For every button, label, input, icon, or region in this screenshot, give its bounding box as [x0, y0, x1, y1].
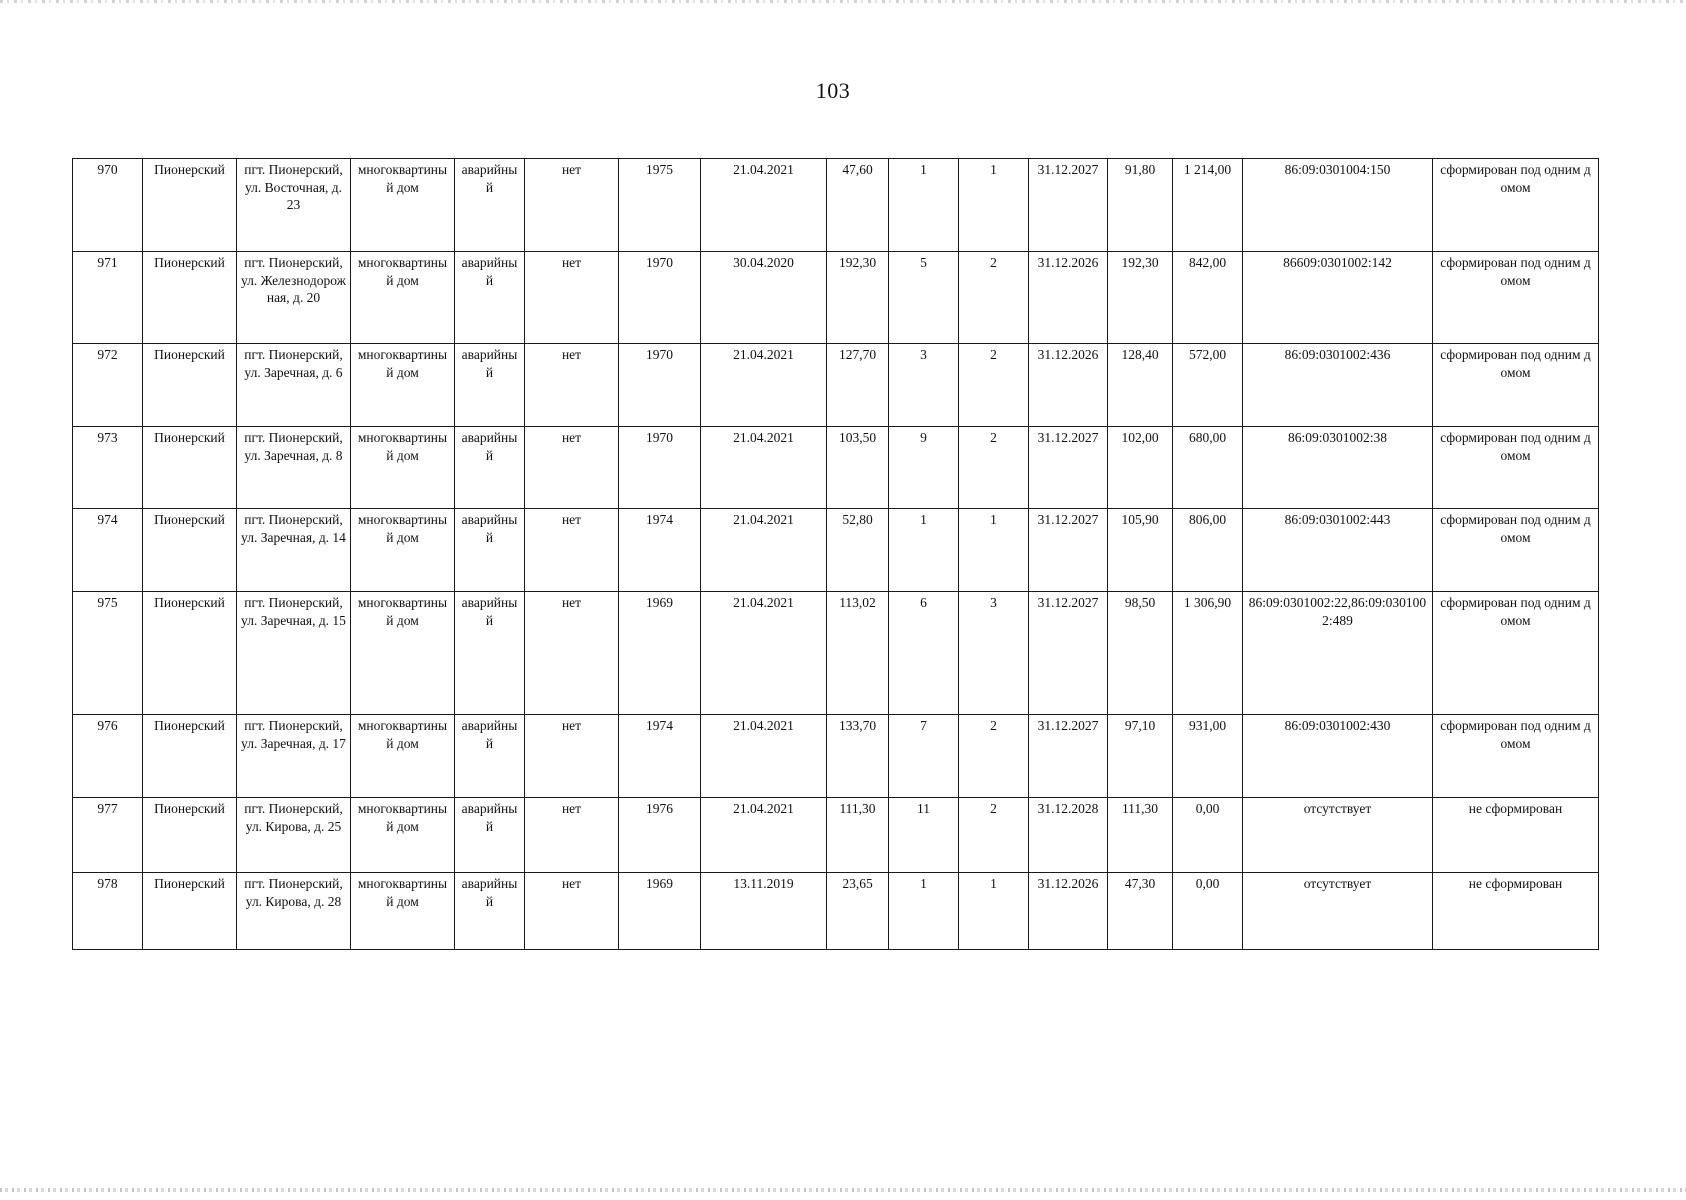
cell-count-b: 2: [959, 344, 1029, 427]
cell-address: пгт. Пионерский, ул. Кирова, д. 28: [237, 873, 351, 950]
cell-address: пгт. Пионерский, ул. Заречная, д. 17: [237, 715, 351, 798]
cell-deadline: 31.12.2027: [1029, 159, 1108, 252]
cell-land-area: 0,00: [1173, 798, 1243, 873]
cell-number: 974: [73, 509, 143, 592]
cell-flag: нет: [525, 344, 619, 427]
cell-number: 973: [73, 427, 143, 509]
cell-year: 1974: [619, 715, 701, 798]
scan-edge-bottom: [0, 1188, 1686, 1192]
cell-year: 1975: [619, 159, 701, 252]
cell-address: пгт. Пионерский, ул. Кирова, д. 25: [237, 798, 351, 873]
cell-count-b: 2: [959, 427, 1029, 509]
table-row: [73, 427, 1599, 509]
cell-house-type: многоквартиный дом: [351, 715, 455, 798]
cell-count-a: 1: [889, 873, 959, 950]
cell-address: пгт. Пионерский, ул. Заречная, д. 14: [237, 509, 351, 592]
cell-area-b: 192,30: [1108, 252, 1173, 344]
cell-deadline: 31.12.2027: [1029, 427, 1108, 509]
cell-date: 13.11.2019: [701, 873, 827, 950]
cell-date: 21.04.2021: [701, 715, 827, 798]
cell-count-a: 1: [889, 509, 959, 592]
cell-flag: нет: [525, 427, 619, 509]
cell-flag: нет: [525, 252, 619, 344]
cell-cadastral: 86:09:0301004:150: [1243, 159, 1433, 252]
housing-registry-table: [72, 158, 1599, 950]
table-row: [73, 873, 1599, 950]
cell-land-area: 842,00: [1173, 252, 1243, 344]
cell-count-b: 1: [959, 159, 1029, 252]
cell-area-a: 47,60: [827, 159, 889, 252]
cell-settlement: Пионерский: [143, 798, 237, 873]
cell-deadline: 31.12.2027: [1029, 715, 1108, 798]
cell-count-a: 9: [889, 427, 959, 509]
cell-status: сформирован под одним домом: [1433, 592, 1599, 715]
cell-area-a: 192,30: [827, 252, 889, 344]
cell-address: пгт. Пионерский, ул. Заречная, д. 15: [237, 592, 351, 715]
cell-cadastral: отсутствует: [1243, 873, 1433, 950]
cell-flag: нет: [525, 798, 619, 873]
cell-settlement: Пионерский: [143, 592, 237, 715]
cell-date: 21.04.2021: [701, 509, 827, 592]
cell-date: 30.04.2020: [701, 252, 827, 344]
cell-year: 1969: [619, 873, 701, 950]
cell-cadastral: 86:09:0301002:22,86:09:0301002:489: [1243, 592, 1433, 715]
cell-area-b: 98,50: [1108, 592, 1173, 715]
cell-status: не сформирован: [1433, 873, 1599, 950]
cell-count-a: 11: [889, 798, 959, 873]
cell-date: 21.04.2021: [701, 344, 827, 427]
cell-year: 1974: [619, 509, 701, 592]
cell-date: 21.04.2021: [701, 798, 827, 873]
cell-deadline: 31.12.2026: [1029, 873, 1108, 950]
cell-status: сформирован под одним домом: [1433, 715, 1599, 798]
cell-count-a: 6: [889, 592, 959, 715]
cell-number: 970: [73, 159, 143, 252]
cell-year: 1969: [619, 592, 701, 715]
cell-count-a: 7: [889, 715, 959, 798]
cell-flag: нет: [525, 509, 619, 592]
cell-deadline: 31.12.2026: [1029, 344, 1108, 427]
cell-cadastral: 86:09:0301002:430: [1243, 715, 1433, 798]
cell-flag: нет: [525, 715, 619, 798]
cell-cadastral: 86:09:0301002:436: [1243, 344, 1433, 427]
cell-land-area: 572,00: [1173, 344, 1243, 427]
cell-cadastral: 86:09:0301002:443: [1243, 509, 1433, 592]
cell-house-type: многоквартиный дом: [351, 159, 455, 252]
cell-year: 1970: [619, 427, 701, 509]
cell-count-a: 1: [889, 159, 959, 252]
cell-area-b: 128,40: [1108, 344, 1173, 427]
cell-count-b: 1: [959, 873, 1029, 950]
table-row: [73, 798, 1599, 873]
cell-status: не сформирован: [1433, 798, 1599, 873]
cell-status: сформирован под одним домом: [1433, 252, 1599, 344]
cell-flag: нет: [525, 873, 619, 950]
cell-land-area: 806,00: [1173, 509, 1243, 592]
cell-status: сформирован под одним домом: [1433, 509, 1599, 592]
cell-condition: аварийный: [455, 427, 525, 509]
cell-area-a: 103,50: [827, 427, 889, 509]
cell-area-a: 127,70: [827, 344, 889, 427]
cell-number: 972: [73, 344, 143, 427]
cell-settlement: Пионерский: [143, 427, 237, 509]
cell-flag: нет: [525, 159, 619, 252]
cell-area-a: 111,30: [827, 798, 889, 873]
table-row: [73, 715, 1599, 798]
cell-count-b: 2: [959, 798, 1029, 873]
cell-number: 975: [73, 592, 143, 715]
cell-land-area: 1 306,90: [1173, 592, 1243, 715]
cell-area-b: 91,80: [1108, 159, 1173, 252]
cell-deadline: 31.12.2027: [1029, 592, 1108, 715]
cell-number: 976: [73, 715, 143, 798]
cell-deadline: 31.12.2027: [1029, 509, 1108, 592]
cell-house-type: многоквартиный дом: [351, 344, 455, 427]
cell-house-type: многоквартиный дом: [351, 592, 455, 715]
cell-number: 978: [73, 873, 143, 950]
cell-year: 1970: [619, 344, 701, 427]
cell-land-area: 931,00: [1173, 715, 1243, 798]
cell-number: 977: [73, 798, 143, 873]
cell-land-area: 680,00: [1173, 427, 1243, 509]
cell-cadastral: 86:09:0301002:38: [1243, 427, 1433, 509]
cell-condition: аварийный: [455, 798, 525, 873]
cell-year: 1970: [619, 252, 701, 344]
table-row: [73, 509, 1599, 592]
table-body: [73, 159, 1599, 950]
scan-edge-top: [0, 0, 1686, 3]
cell-condition: аварийный: [455, 715, 525, 798]
cell-count-b: 2: [959, 252, 1029, 344]
cell-house-type: многоквартиный дом: [351, 427, 455, 509]
cell-date: 21.04.2021: [701, 159, 827, 252]
cell-area-b: 105,90: [1108, 509, 1173, 592]
cell-land-area: 1 214,00: [1173, 159, 1243, 252]
cell-count-a: 3: [889, 344, 959, 427]
cell-condition: аварийный: [455, 252, 525, 344]
table-row: [73, 344, 1599, 427]
cell-area-b: 111,30: [1108, 798, 1173, 873]
cell-count-b: 3: [959, 592, 1029, 715]
cell-count-b: 1: [959, 509, 1029, 592]
cell-cadastral: 86609:0301002:142: [1243, 252, 1433, 344]
cell-count-b: 2: [959, 715, 1029, 798]
cell-date: 21.04.2021: [701, 592, 827, 715]
cell-deadline: 31.12.2026: [1029, 252, 1108, 344]
cell-area-b: 47,30: [1108, 873, 1173, 950]
cell-settlement: Пионерский: [143, 873, 237, 950]
cell-condition: аварийный: [455, 873, 525, 950]
cell-area-a: 133,70: [827, 715, 889, 798]
cell-house-type: многоквартиный дом: [351, 798, 455, 873]
cell-condition: аварийный: [455, 509, 525, 592]
cell-cadastral: отсутствует: [1243, 798, 1433, 873]
cell-status: сформирован под одним домом: [1433, 427, 1599, 509]
cell-count-a: 5: [889, 252, 959, 344]
cell-deadline: 31.12.2028: [1029, 798, 1108, 873]
cell-area-a: 52,80: [827, 509, 889, 592]
cell-area-a: 113,02: [827, 592, 889, 715]
cell-condition: аварийный: [455, 592, 525, 715]
cell-settlement: Пионерский: [143, 252, 237, 344]
cell-address: пгт. Пионерский, ул. Заречная, д. 8: [237, 427, 351, 509]
cell-address: пгт. Пионерский, ул. Заречная, д. 6: [237, 344, 351, 427]
cell-number: 971: [73, 252, 143, 344]
cell-house-type: многоквартиный дом: [351, 252, 455, 344]
cell-house-type: многоквартиный дом: [351, 873, 455, 950]
cell-land-area: 0,00: [1173, 873, 1243, 950]
cell-area-b: 102,00: [1108, 427, 1173, 509]
table-row: [73, 592, 1599, 715]
table-row: [73, 159, 1599, 252]
cell-house-type: многоквартиный дом: [351, 509, 455, 592]
cell-settlement: Пионерский: [143, 715, 237, 798]
table-row: [73, 252, 1599, 344]
cell-condition: аварийный: [455, 159, 525, 252]
cell-settlement: Пионерский: [143, 344, 237, 427]
cell-status: сформирован под одним домом: [1433, 344, 1599, 427]
cell-flag: нет: [525, 592, 619, 715]
cell-address: пгт. Пионерский, ул. Железнодорожная, д. 20: [237, 252, 351, 344]
cell-address: пгт. Пионерский, ул. Восточная, д. 23: [237, 159, 351, 252]
page-number: 103: [815, 78, 851, 103]
cell-area-a: 23,65: [827, 873, 889, 950]
cell-settlement: Пионерский: [143, 509, 237, 592]
cell-date: 21.04.2021: [701, 427, 827, 509]
cell-status: сформирован под одним домом: [1433, 159, 1599, 252]
cell-area-b: 97,10: [1108, 715, 1173, 798]
cell-year: 1976: [619, 798, 701, 873]
cell-condition: аварийный: [455, 344, 525, 427]
cell-settlement: Пионерский: [143, 159, 237, 252]
